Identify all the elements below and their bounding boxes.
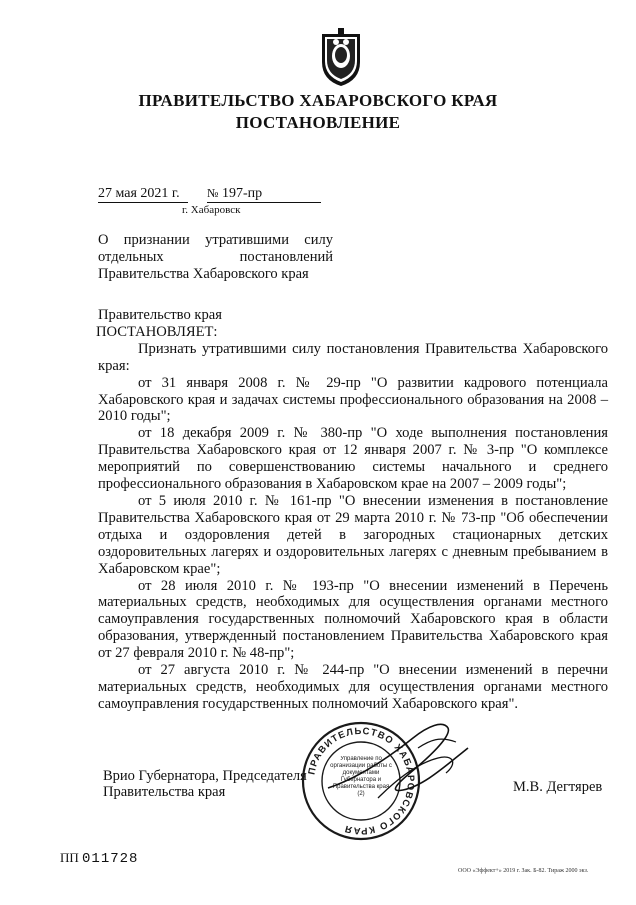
coat-of-arms-emblem xyxy=(318,28,364,88)
body-paragraph: от 5 июля 2010 г. № 161-пр "О внесении изменения в постановление Правительства Хабаровского края от 29 марта 2010 г. № 73-пр "Об обеспечении отдыха и оздоровления детей в загородных стационарных детских оздоровительных лагерях и оздоровительных лагерях с дневным пребыванием в Хабаровском крае"; xyxy=(98,492,608,577)
body-paragraph: от 28 июля 2010 г. № 193-пр "О внесении изменений в Перечень материальных средств, необходимых для осуществления органами местного самоуправления государственных полномочий Хабаровского края в области образования, утвержденный постановлением Правительства Хабаровского края от 27 февраля 2010 г. № 48-пр"; xyxy=(98,577,608,662)
document-body xyxy=(98,307,608,713)
government-title: ПРАВИТЕЛЬСТВО ХАБАРОВСКОГО КРАЯ xyxy=(138,91,498,110)
signatory-name: М.В. Дегтярев xyxy=(513,779,603,795)
document-date: 27 мая 2021 г. xyxy=(98,186,188,203)
number-label: № xyxy=(207,186,219,200)
serial-prefix: ПП xyxy=(60,850,79,865)
printer-note: ООО «Эффект+» 2019 г. Зак. Б-82. Тираж 2000 экз. xyxy=(458,868,589,874)
signatory-position xyxy=(103,768,307,800)
serial-digits: 011728 xyxy=(82,851,139,867)
body-paragraph: Признать утратившими силу постановления Правительства Хабаровского края: xyxy=(98,340,608,374)
stamp-number: (2) xyxy=(357,791,365,797)
signatory-position-line: Врио Губернатора, Председателя xyxy=(103,768,307,784)
handwritten-signature xyxy=(318,718,478,808)
signatory-position-line: Правительства края xyxy=(103,784,226,800)
stamp-center-text: Управление по организации работы с документами Губернатора и Правительства края xyxy=(330,756,392,790)
document-subject: О признании утратившими силу отдельных постановлений Правительства Хабаровского края xyxy=(98,232,333,282)
decree-keyword: ПОСТАНОВЛЯЕТ: xyxy=(96,323,218,340)
document-number: 197-пр xyxy=(221,186,263,201)
serial-number xyxy=(60,850,138,867)
body-paragraph: от 18 декабря 2009 г. № 380-пр "О ходе выполнения постановления Правительства Хабаровского края от 12 января 2007 г. № 3-пр "О комплексе мероприятий по совершенствованию системы начального и среднего профессионального образования в Хабаровском крае на 2007 – 2009 годы"; xyxy=(98,425,608,493)
document-type-title: ПОСТАНОВЛЕНИЕ xyxy=(235,113,401,132)
body-paragraph: от 31 января 2008 г. № 29-пр "О развитии кадрового потенциала Хабаровского края и задачах системы профессионального образования на 2008 – 2010 годы"; xyxy=(98,374,608,425)
intro-line: Правительство края xyxy=(98,307,222,323)
document-date-line xyxy=(98,186,321,203)
stamp-ring-text: ПРАВИТЕЛЬСТВО ХАБАРОВСКОГО КРАЯ xyxy=(306,725,417,837)
city: г. Хабаровск xyxy=(182,204,241,216)
body-paragraph: от 27 августа 2010 г. № 244-пр "О внесении изменений в перечни материальных средств, необходимых для осуществления органами местного самоуправления государственных полномочий Хабаровского края". xyxy=(98,662,608,712)
